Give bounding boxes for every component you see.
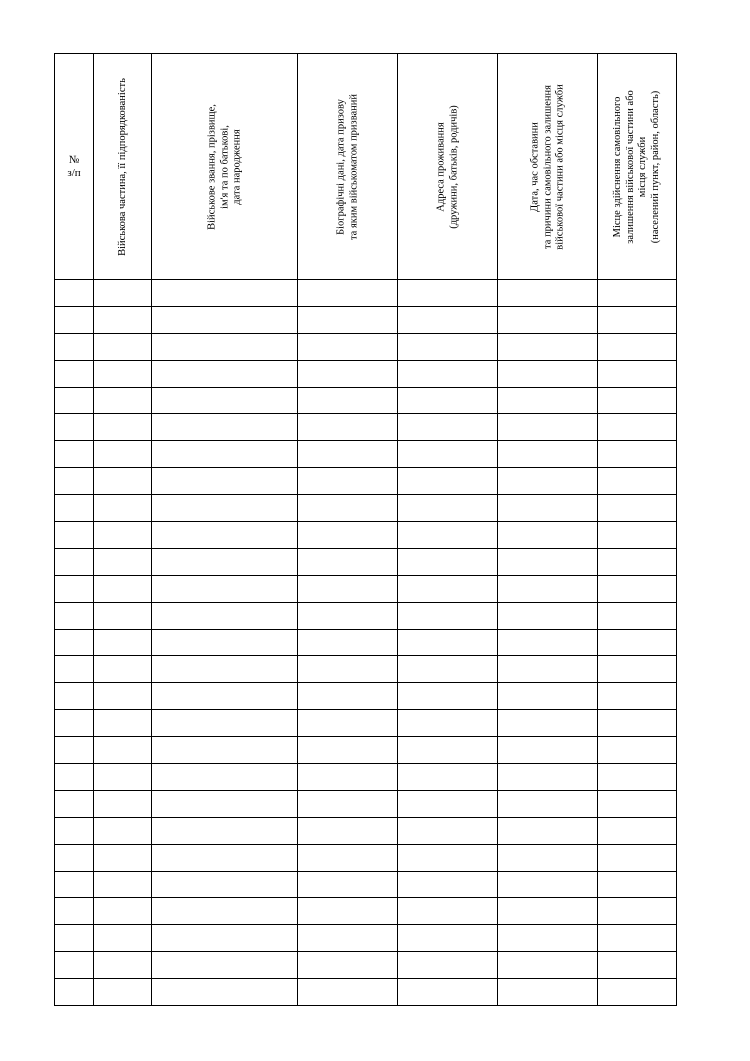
table-row	[55, 522, 677, 549]
table-cell	[298, 575, 398, 602]
table-cell	[55, 764, 94, 791]
table-cell	[94, 817, 152, 844]
table-cell	[298, 602, 398, 629]
header-line: дата народження	[230, 128, 242, 205]
table-cell	[55, 817, 94, 844]
table-cell	[498, 441, 598, 468]
table-cell	[598, 575, 677, 602]
table-cell	[55, 522, 94, 549]
table-row	[55, 306, 677, 333]
table-cell	[55, 548, 94, 575]
table-cell	[55, 575, 94, 602]
table-cell	[55, 441, 94, 468]
table-cell	[498, 817, 598, 844]
table-cell	[498, 710, 598, 737]
table-cell	[152, 387, 298, 414]
header-line: Військова частина, її підпорядкованість	[116, 77, 128, 256]
table-cell	[152, 333, 298, 360]
header-line: Місце здійснення самовільного	[612, 96, 623, 237]
table-cell	[94, 414, 152, 441]
table-cell	[298, 495, 398, 522]
table-cell	[398, 306, 498, 333]
table-cell	[298, 360, 398, 387]
header-line: залишення військової частини або	[624, 89, 636, 244]
table-cell	[598, 871, 677, 898]
table-cell	[55, 360, 94, 387]
table-cell	[55, 871, 94, 898]
table-cell	[498, 360, 598, 387]
table-cell	[598, 468, 677, 495]
table-cell	[94, 790, 152, 817]
table-cell	[94, 522, 152, 549]
header-line: Адреса проживання	[435, 121, 446, 212]
table-cell	[152, 656, 298, 683]
table-row	[55, 979, 677, 1006]
table-cell	[398, 468, 498, 495]
table-cell	[598, 522, 677, 549]
table-cell	[152, 575, 298, 602]
table-cell	[398, 898, 498, 925]
table-cell	[598, 844, 677, 871]
table-cell	[94, 468, 152, 495]
table-cell	[94, 602, 152, 629]
table-cell	[55, 683, 94, 710]
table-cell	[498, 764, 598, 791]
table-cell	[398, 414, 498, 441]
table-cell	[152, 979, 298, 1006]
table-cell	[152, 280, 298, 307]
table-cell	[55, 790, 94, 817]
table-row	[55, 683, 677, 710]
table-cell	[298, 280, 398, 307]
table-cell	[55, 656, 94, 683]
table-cell	[498, 656, 598, 683]
table-cell	[398, 952, 498, 979]
table-cell	[94, 764, 152, 791]
table-cell	[398, 737, 498, 764]
table-cell	[398, 387, 498, 414]
table-cell	[398, 360, 498, 387]
table-cell	[55, 495, 94, 522]
table-cell	[598, 495, 677, 522]
table-cell	[598, 306, 677, 333]
table-cell	[94, 333, 152, 360]
table-cell	[55, 925, 94, 952]
table-cell	[298, 871, 398, 898]
table-cell	[598, 387, 677, 414]
table-row	[55, 764, 677, 791]
column-header-date-circumstances	[498, 54, 598, 280]
table-row	[55, 898, 677, 925]
table-cell	[152, 629, 298, 656]
table-cell	[598, 764, 677, 791]
table-cell	[398, 575, 498, 602]
table-cell	[398, 548, 498, 575]
table-cell	[94, 387, 152, 414]
table-cell	[398, 925, 498, 952]
table-row	[55, 710, 677, 737]
table-cell	[398, 280, 498, 307]
table-cell	[94, 952, 152, 979]
table-cell	[598, 790, 677, 817]
table-cell	[152, 468, 298, 495]
table-cell	[298, 683, 398, 710]
table-cell	[498, 737, 598, 764]
table-cell	[55, 306, 94, 333]
table-cell	[298, 710, 398, 737]
table-row	[55, 333, 677, 360]
table-cell	[298, 844, 398, 871]
table-cell	[94, 925, 152, 952]
table-cell	[94, 656, 152, 683]
table-cell	[398, 790, 498, 817]
table-cell	[598, 602, 677, 629]
column-header-military-unit	[94, 54, 152, 280]
table-cell	[498, 495, 598, 522]
table-cell	[498, 898, 598, 925]
table-row	[55, 790, 677, 817]
table-cell	[55, 333, 94, 360]
table-row	[55, 548, 677, 575]
table-cell	[298, 414, 398, 441]
table-row	[55, 656, 677, 683]
table-cell	[55, 844, 94, 871]
header-line: (населений пункт, район, область)	[649, 90, 661, 243]
table-cell	[152, 817, 298, 844]
table-cell	[152, 683, 298, 710]
table-row	[55, 629, 677, 656]
column-header-biographical-data	[298, 54, 398, 280]
table-cell	[152, 871, 298, 898]
table-cell	[598, 360, 677, 387]
table-cell	[55, 602, 94, 629]
table-cell	[152, 898, 298, 925]
header-line: та причини самовільного залишення	[541, 84, 553, 249]
table-cell	[398, 871, 498, 898]
header-line: та яким військоматом призваний	[347, 93, 359, 240]
table-cell	[498, 387, 598, 414]
table-cell	[298, 898, 398, 925]
table-cell	[55, 737, 94, 764]
table-cell	[152, 360, 298, 387]
table-cell	[498, 548, 598, 575]
table-cell	[55, 629, 94, 656]
table-cell	[55, 710, 94, 737]
table-cell	[498, 952, 598, 979]
table-cell	[298, 548, 398, 575]
table-cell	[598, 548, 677, 575]
table-cell	[94, 629, 152, 656]
table-cell	[94, 683, 152, 710]
table-cell	[94, 548, 152, 575]
table-cell	[94, 898, 152, 925]
table-cell	[298, 656, 398, 683]
table-cell	[152, 522, 298, 549]
column-header-number	[55, 54, 94, 280]
table-cell	[498, 683, 598, 710]
table-row	[55, 925, 677, 952]
table-row	[55, 952, 677, 979]
table-cell	[498, 414, 598, 441]
header-line: Дата, час обставини	[528, 121, 540, 212]
table-cell	[152, 306, 298, 333]
table-cell	[94, 495, 152, 522]
table-cell	[152, 495, 298, 522]
table-row	[55, 495, 677, 522]
header-line: Військове звання, прізвище,	[205, 103, 217, 230]
table-cell	[598, 414, 677, 441]
table-cell	[94, 979, 152, 1006]
table-cell	[152, 790, 298, 817]
table-cell	[152, 764, 298, 791]
table-cell	[152, 844, 298, 871]
table-cell	[498, 979, 598, 1006]
table-cell	[152, 548, 298, 575]
table-cell	[598, 629, 677, 656]
register-table	[54, 53, 677, 1006]
table-cell	[152, 414, 298, 441]
table-cell	[398, 333, 498, 360]
table-cell	[498, 280, 598, 307]
table-cell	[398, 629, 498, 656]
table-cell	[398, 683, 498, 710]
table-cell	[398, 817, 498, 844]
table-cell	[94, 306, 152, 333]
header-line: ім'я та по батькові,	[218, 124, 230, 209]
table-cell	[498, 306, 598, 333]
table-cell	[598, 280, 677, 307]
header-line: з/п	[67, 166, 81, 179]
table-row	[55, 280, 677, 307]
table-row	[55, 602, 677, 629]
table-row	[55, 414, 677, 441]
table-cell	[55, 280, 94, 307]
table-body	[55, 280, 677, 1006]
table-cell	[498, 468, 598, 495]
table-cell	[298, 387, 398, 414]
table-row	[55, 737, 677, 764]
table-cell	[298, 817, 398, 844]
table-cell	[598, 737, 677, 764]
header-line: (дружини, батьків, родичів)	[447, 104, 459, 229]
table-cell	[298, 333, 398, 360]
table-cell	[498, 522, 598, 549]
header-line: Біографічні дані, дата призову	[335, 98, 346, 235]
table-cell	[598, 979, 677, 1006]
table-cell	[94, 575, 152, 602]
table-cell	[298, 979, 398, 1006]
table-row	[55, 360, 677, 387]
table-cell	[498, 790, 598, 817]
table-cell	[152, 441, 298, 468]
table-cell	[94, 280, 152, 307]
table-cell	[94, 844, 152, 871]
table-cell	[498, 629, 598, 656]
table-cell	[398, 656, 498, 683]
table-cell	[94, 360, 152, 387]
table-cell	[598, 898, 677, 925]
table-cell	[498, 602, 598, 629]
column-header-rank-name-birthdate	[152, 54, 298, 280]
table-cell	[55, 979, 94, 1006]
table-row	[55, 575, 677, 602]
table-cell	[298, 441, 398, 468]
header-line: військової частини або місця служби	[553, 83, 565, 250]
table-cell	[598, 683, 677, 710]
table-cell	[598, 333, 677, 360]
table-row	[55, 468, 677, 495]
table-row	[55, 817, 677, 844]
header-line: місця служби	[637, 136, 648, 197]
table-cell	[498, 925, 598, 952]
table-cell	[94, 871, 152, 898]
table-cell	[598, 656, 677, 683]
column-header-residence-address	[398, 54, 498, 280]
table-cell	[94, 441, 152, 468]
table-cell	[498, 575, 598, 602]
table-cell	[498, 871, 598, 898]
table-row	[55, 871, 677, 898]
table-cell	[298, 468, 398, 495]
table-cell	[598, 952, 677, 979]
table-cell	[152, 602, 298, 629]
table-cell	[298, 764, 398, 791]
table-row	[55, 844, 677, 871]
header-row	[55, 54, 677, 280]
table-cell	[298, 925, 398, 952]
table-cell	[94, 710, 152, 737]
table-cell	[298, 306, 398, 333]
table-cell	[298, 737, 398, 764]
table-cell	[298, 952, 398, 979]
table-cell	[55, 387, 94, 414]
table-cell	[152, 925, 298, 952]
table-cell	[55, 952, 94, 979]
table-cell	[298, 629, 398, 656]
table-cell	[598, 925, 677, 952]
table-cell	[398, 441, 498, 468]
table-cell	[398, 844, 498, 871]
table-cell	[55, 414, 94, 441]
table-cell	[55, 898, 94, 925]
table-cell	[498, 844, 598, 871]
table-cell	[398, 602, 498, 629]
table-cell	[598, 817, 677, 844]
table-row	[55, 441, 677, 468]
table-cell	[398, 522, 498, 549]
table-cell	[498, 333, 598, 360]
table-cell	[398, 979, 498, 1006]
table-cell	[55, 468, 94, 495]
table-cell	[398, 495, 498, 522]
table-header	[55, 54, 677, 280]
table-cell	[598, 441, 677, 468]
table-cell	[152, 710, 298, 737]
table-cell	[598, 710, 677, 737]
column-header-place-of-leaving	[598, 54, 677, 280]
table-cell	[398, 764, 498, 791]
table-cell	[152, 737, 298, 764]
table-cell	[398, 710, 498, 737]
table-row	[55, 387, 677, 414]
header-line: №	[68, 153, 80, 166]
table-cell	[152, 952, 298, 979]
table-cell	[94, 737, 152, 764]
table-cell	[298, 522, 398, 549]
table-cell	[298, 790, 398, 817]
